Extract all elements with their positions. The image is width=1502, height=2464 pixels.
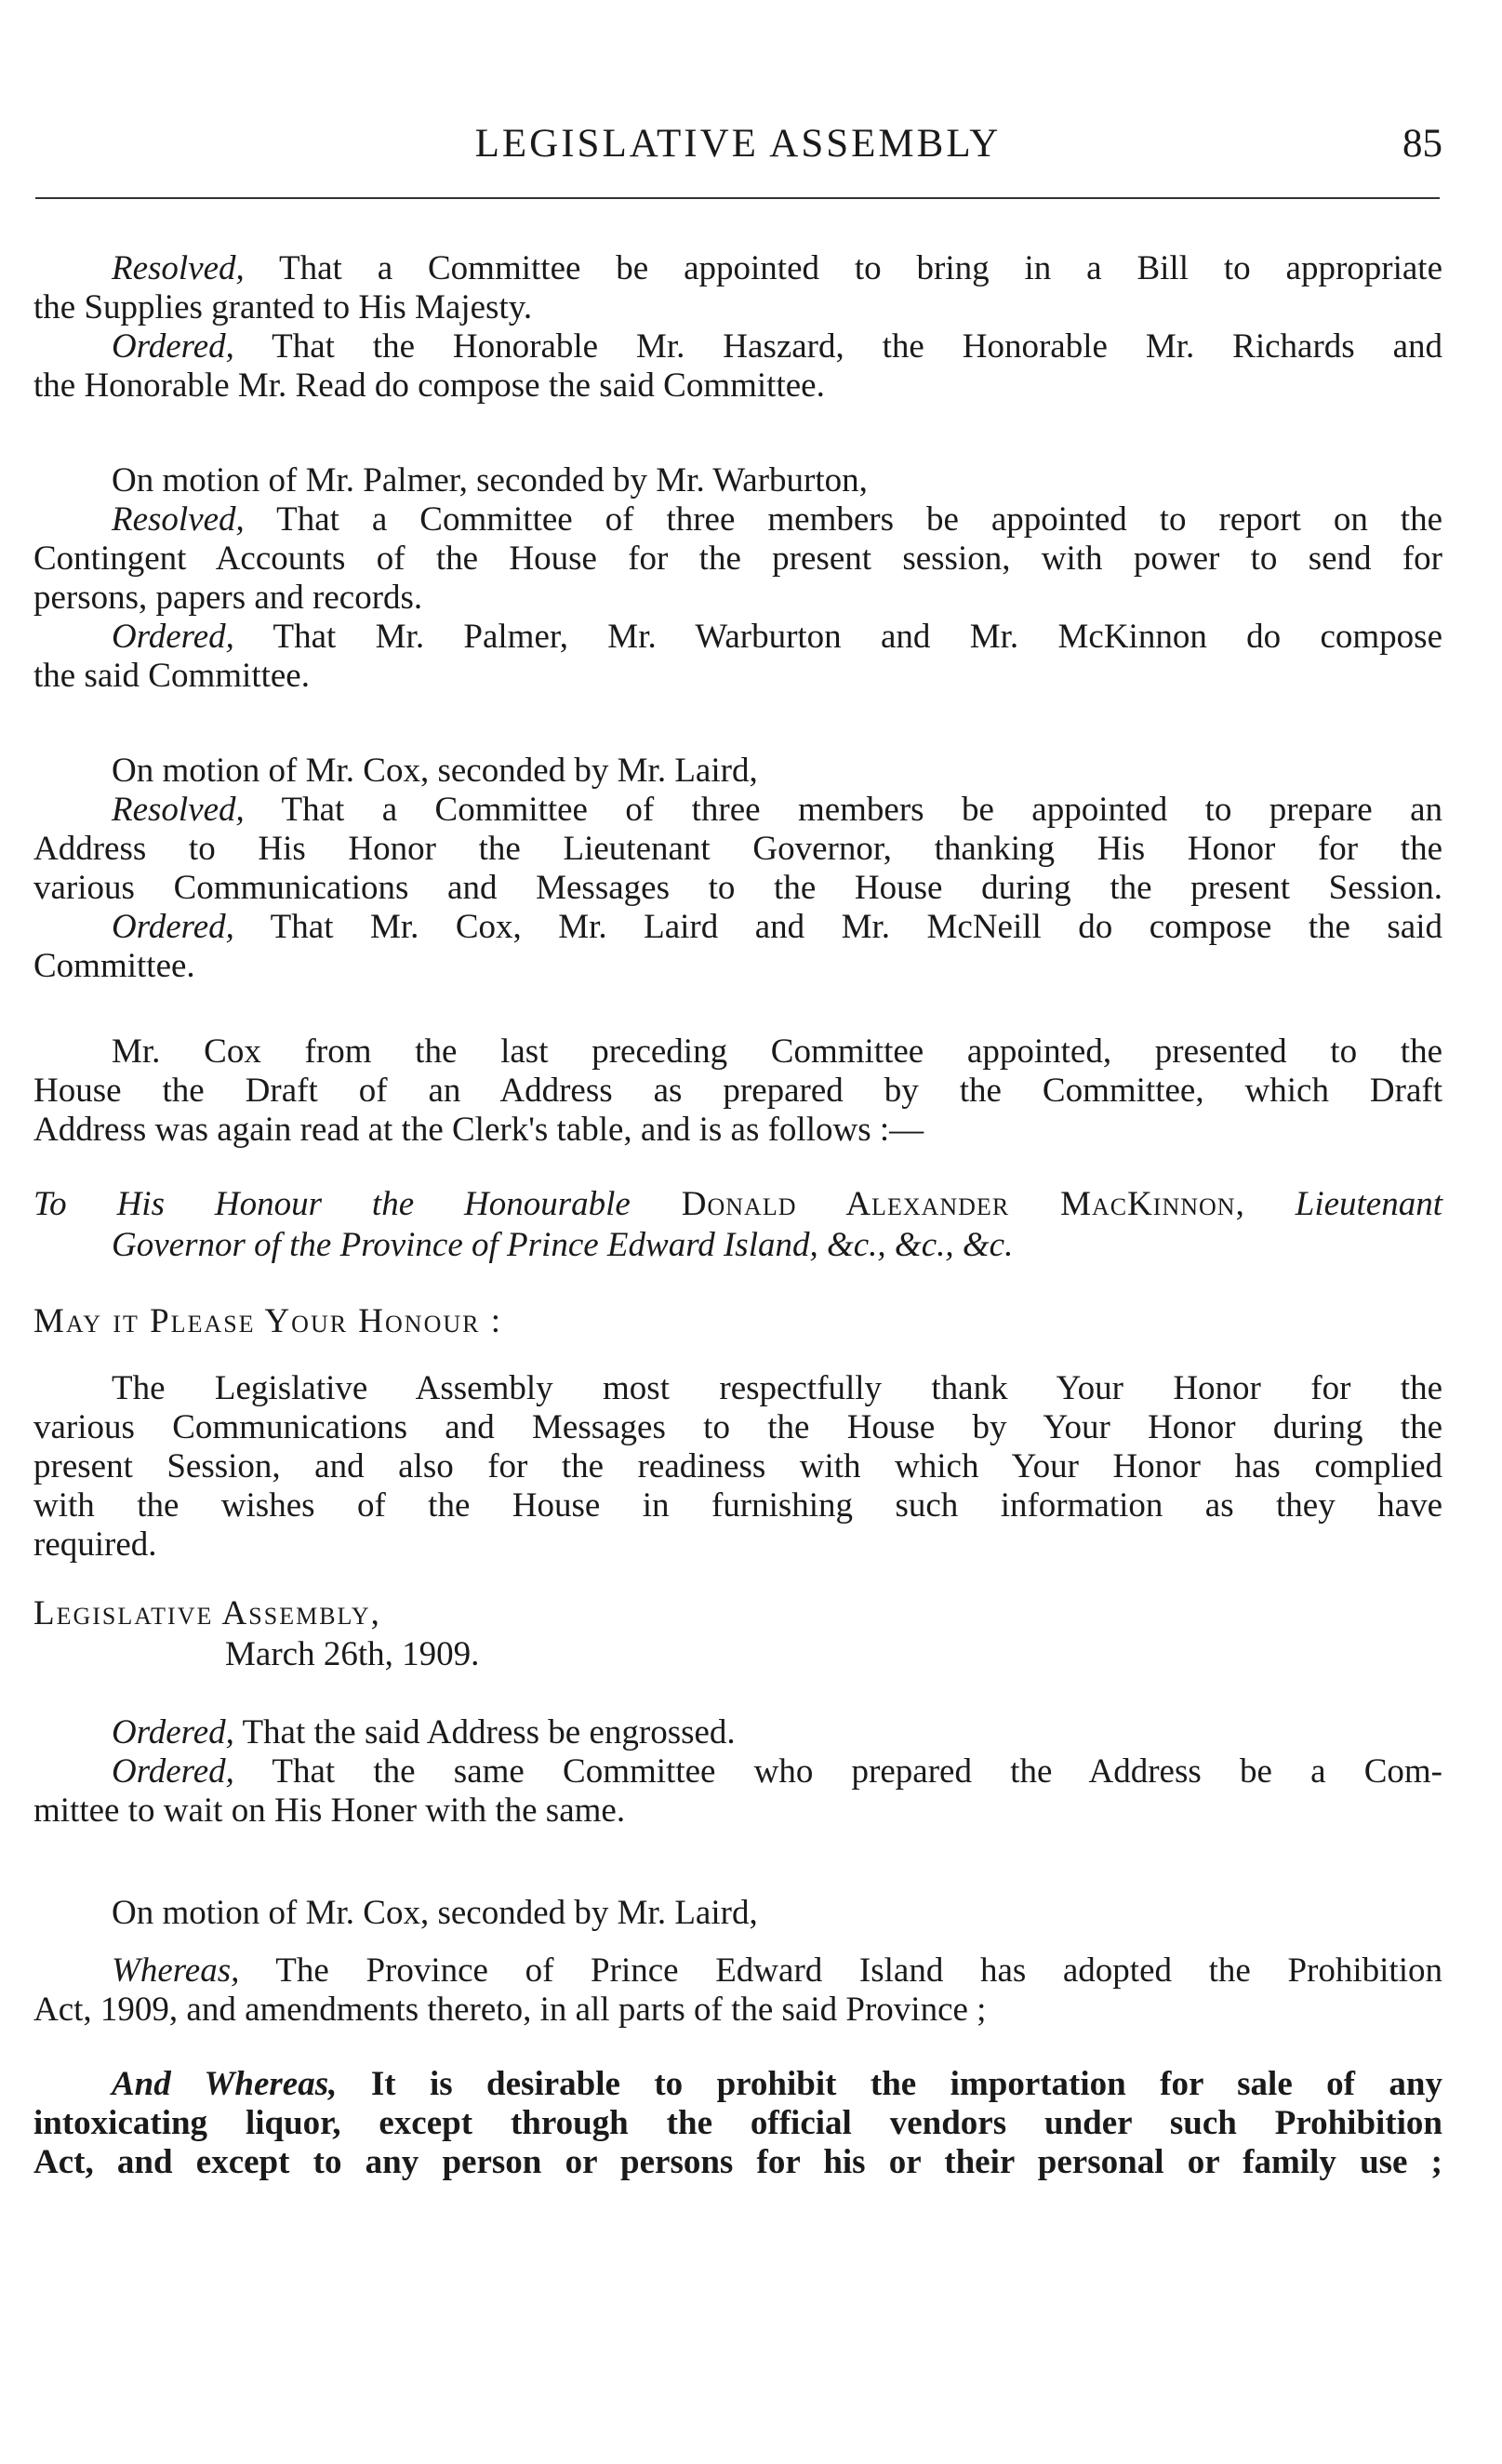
text-line: various Communications and Messages to the House by Your Honor during the	[33, 1408, 1442, 1446]
text-line: And Whereas, It is desirable to prohibit the importation for sale of any	[112, 2065, 1442, 2103]
text-line: Ordered, That the same Committee who prepared the Address be a Com-	[112, 1752, 1442, 1791]
address-heading: To His Honour the Honourable Donald Alexander MacKinnon, Lieutenant	[33, 1185, 1442, 1223]
text-line: intoxicating liquor, except through the official vendors under such Prohibition	[33, 2104, 1442, 2142]
text-line: present Session, and also for the readiness with which Your Honor has complied	[33, 1447, 1442, 1485]
running-title: LEGISLATIVE ASSEMBLY	[474, 122, 1002, 166]
text-line: On motion of Mr. Cox, seconded by Mr. Laird,	[112, 752, 758, 790]
page-header	[33, 121, 1442, 177]
text-line: Whereas, The Province of Prince Edward Island has adopted the Prohibition	[112, 1951, 1442, 1990]
date-line: March 26th, 1909.	[225, 1635, 480, 1673]
text-line: Contingent Accounts of the House for the present session, with power to send for	[33, 539, 1442, 578]
text-line: Act, and except to any person or persons for his or their personal or family use ;	[33, 2143, 1442, 2181]
text-line: Ordered, That Mr. Cox, Mr. Laird and Mr. McNeill do compose the said	[112, 908, 1442, 946]
text-line: the said Committee.	[33, 657, 310, 695]
text-line: House the Draft of an Address as prepared by the Committee, which Draft	[33, 1072, 1442, 1110]
text-line: the Supplies granted to His Majesty.	[33, 288, 533, 326]
signature-line: Legislative Assembly,	[33, 1594, 381, 1632]
text-line: Act, 1909, and amendments thereto, in all parts of the said Province ;	[33, 1991, 987, 2029]
text-line: the Honorable Mr. Read do compose the said Committee.	[33, 366, 825, 405]
salutation: May it Please Your Honour :	[33, 1302, 503, 1340]
text-line: persons, papers and records.	[33, 579, 423, 617]
address-heading: Governor of the Province of Prince Edward Island, &c., &c., &c.	[112, 1226, 1014, 1264]
text-line: Ordered, That Mr. Palmer, Mr. Warburton and Mr. McKinnon do compose	[112, 618, 1442, 656]
text-line: Address to His Honor the Lieutenant Governor, thanking His Honor for the	[33, 830, 1442, 868]
text-line: On motion of Mr. Palmer, seconded by Mr. Warburton,	[112, 461, 868, 499]
text-line: mittee to wait on His Honer with the same.	[33, 1791, 626, 1830]
text-line: Ordered, That the Honorable Mr. Haszard, the Honorable Mr. Richards and	[112, 327, 1442, 366]
text-line: On motion of Mr. Cox, seconded by Mr. Laird,	[112, 1894, 758, 1932]
header-rule	[35, 197, 1440, 199]
text-line: The Legislative Assembly most respectfully thank Your Honor for the	[112, 1369, 1442, 1407]
text-line: Committee.	[33, 947, 195, 985]
text-line: various Communications and Messages to the House during the present Session.	[33, 869, 1442, 907]
page-number: 85	[1402, 122, 1442, 166]
text-line: Ordered, That the said Address be engrossed.	[112, 1713, 736, 1751]
text-line: required.	[33, 1525, 157, 1564]
text-line: with the wishes of the House in furnishing such information as they have	[33, 1486, 1442, 1525]
text-line: Resolved, That a Committee of three members be appointed to prepare an	[112, 791, 1442, 829]
text-line: Resolved, That a Committee be appointed to bring in a Bill to appropriate	[112, 249, 1442, 287]
text-line: Resolved, That a Committee of three members be appointed to report on the	[112, 500, 1442, 539]
text-line: Address was again read at the Clerk's table, and is as follows :—	[33, 1111, 924, 1149]
text-line: Mr. Cox from the last preceding Committee appointed, presented to the	[112, 1032, 1442, 1071]
